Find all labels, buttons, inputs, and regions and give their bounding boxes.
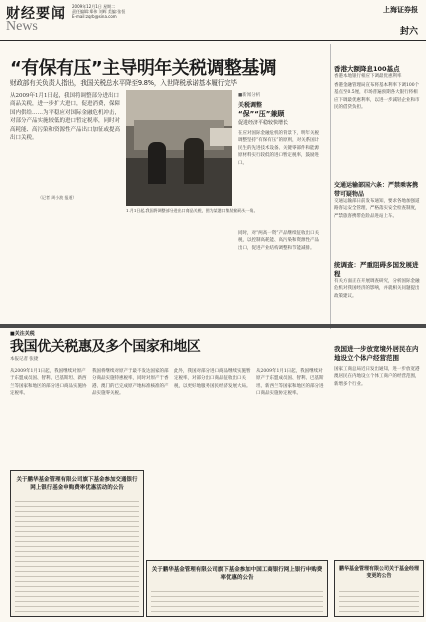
right-headline-3: 统调查：严重阻碍多国发展进程 xyxy=(334,261,419,278)
meta-editors: 责任编辑:郑伟 刘辉 美编:张恒 xyxy=(72,9,126,14)
paper-name: 上海证券报 xyxy=(383,6,418,14)
column-rule xyxy=(330,44,331,329)
notice-box-1 xyxy=(10,470,144,617)
masthead-meta xyxy=(72,4,125,19)
notice-title-1: 关于鹏华基金管理有限公司旗下基金参加交通银行网上银行基金申购费率优惠活动的公告 xyxy=(16,477,138,491)
section2-column-4: 从2009年1月1日起，我国继续对原产于东盟成员国、智利、巴基斯坦、新西兰等国家和地区的部分进口商品实施协定税率。 xyxy=(256,369,324,397)
section2-column-2: 我国将继续对原产于最不发达国家的部分商品实施特惠税率，同时对原产于香港、澳门的已完成原产地标准核准的产品实施零关税。 xyxy=(92,369,169,397)
masthead xyxy=(0,0,426,41)
side-text-1: 在应对国际金融危机的背景下，明年关税调整坚持“有保有压”的原则，对关系国计民生的先进技术设备、关键零部件和能源原材料实行较低的进口暂定税率，鼓励进口。 xyxy=(238,131,320,166)
section-news-label: News xyxy=(6,19,38,34)
side-title-3: 促进经济平稳较快增长 xyxy=(238,120,289,126)
notice-title-3: 鹏华基金管理有限公司关于基金经理变更的公告 xyxy=(339,566,420,579)
right-text-3: 有关方面正在开展调查研究，分析国际金融危机对我国经济的影响，并就相关问题提出政策建议。 xyxy=(334,279,420,299)
page-number: 封六 xyxy=(399,27,418,37)
news-photo xyxy=(126,90,232,206)
right-headline-1: 香港大额降息100基点 xyxy=(334,65,400,73)
meta-email: E-mail:zqrb@sina.com xyxy=(72,14,117,19)
meta-date: 2009年12月1日 星期二 xyxy=(72,4,116,9)
main-headline: “有保有压”主导明年关税调整基调 xyxy=(10,58,277,79)
right-subhead-1: 香港本地银行相应下调最优惠利率 xyxy=(334,74,402,79)
side-title-2: “保”“压”兼顾 xyxy=(238,110,285,118)
lead-article-text: 从2009年1月1日起，我国将调整部分进出口商品关税，进一步扩大进口，促进消费，保障国内供给……为平稳应对国际金融危机冲击，对部分产品实施较低的进口暂定税率，同时对高耗能、高污染和资源性产品出口加征或提高出口关税。 xyxy=(10,93,121,142)
section-brand: 财经要闻 xyxy=(6,6,66,22)
side-title-1: 关税调整 xyxy=(238,102,263,109)
right-headline-4: 我国进一步放宽境外居民在内地设立个体户经营范围 xyxy=(334,345,419,362)
notice-box-2 xyxy=(146,560,328,617)
section2-headline: 我国优关税惠及多个国家和地区 xyxy=(10,339,201,355)
side-kicker: ■新闻分析 xyxy=(238,93,261,98)
notice-title-2: 关于鹏华基金管理有限公司旗下基金参加中国工商银行网上银行申购费率优惠的公告 xyxy=(151,567,323,581)
section2-byline: 本报记者 张捷 xyxy=(10,357,39,362)
section2-label: ■关注关税 xyxy=(10,331,35,337)
section-divider xyxy=(0,324,426,328)
right-headline-2: 交通运输部国六条：严禁乘客携带可疑物品 xyxy=(334,182,419,198)
right-text-1: 香港金融管理局宣布将基本利率下调100个基点至0.5厘，市场普遍预期各大银行将相应下调最优惠利率，以进一步减轻企业和市民的借贷负担。 xyxy=(334,83,420,111)
section2-column-3: 此外，我国对部分进口商品继续实施暂定税率，对部分出口商品征收出口关税，以更好地服务国民经济发展大局。 xyxy=(174,369,251,389)
main-subhead: 财政部有关负责人指出，我国关税总水平降至9.8%，入世降税承诺基本履行完毕 xyxy=(10,79,237,87)
notice-box-3 xyxy=(334,560,424,617)
section2-column-1: 从2009年1月1日起，我国继续对原产于东盟成员国、智利、巴基斯坦、新西兰等国家和地区的部分进口商品实施协定税率。 xyxy=(10,369,87,397)
lead-credit: （记者 周小波 报道） xyxy=(38,195,77,200)
right-text-4: 国家工商总局近日发出通知，进一步放宽港澳居民在内地设立个体工商户的经营范围，新增多个行业。 xyxy=(334,367,420,387)
photo-caption: 1.月1日起,我国将调整部分进出口商品关税，图为某港口集装箱码头一角。 xyxy=(126,208,258,213)
right-text-2: 交通运输部日前发布通知，要求各地加强道路客运安全管理，严格落实安全检查制度，严禁旅客携带危险品进站上车。 xyxy=(334,199,420,219)
side-text-2: 同时，对“两高一资”产品继续征收出口关税，以控制高耗能、高污染和资源性产品出口，促进产业结构调整和节能减排。 xyxy=(238,231,320,251)
